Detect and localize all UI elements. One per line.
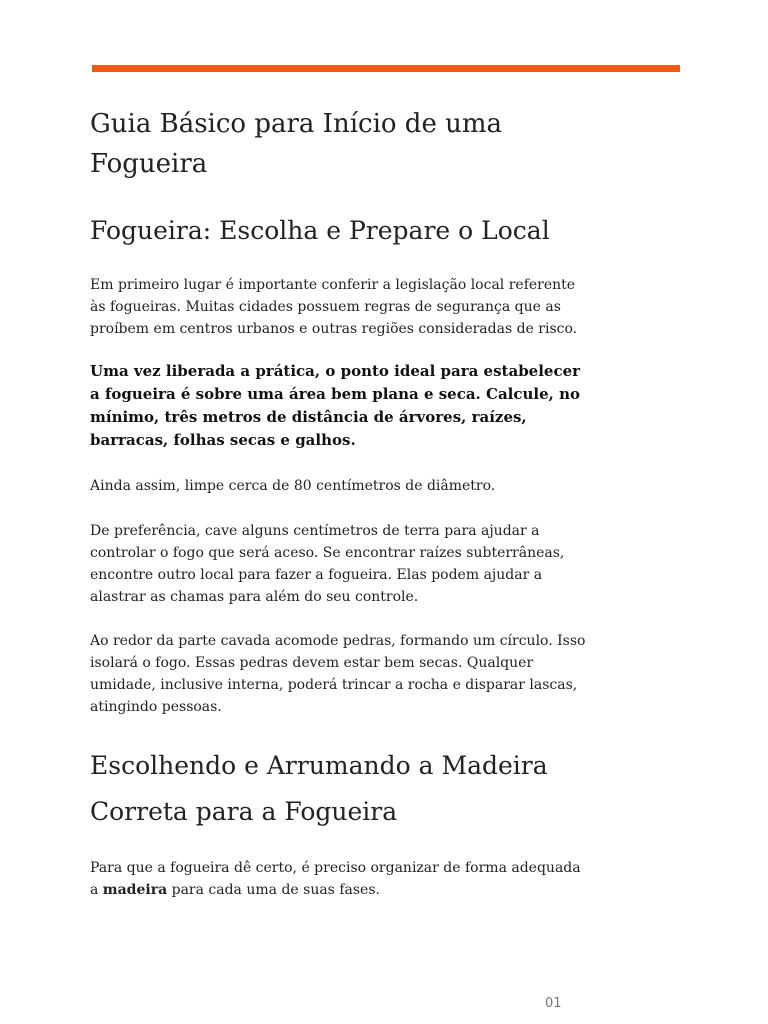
paragraph-wood-intro-text: Para que a fogueira dê certo, é preciso organizar de forma adequada a	[90, 860, 581, 898]
paragraph-dig: De preferência, cave alguns centímetros de terra para ajudar a controlar o fogo que será aceso. Se encontrar raízes subterrâneas, encontre outro local para fazer a fogueira. Elas podem ajudar a alastrar as chamas para além do seu controle.	[90, 523, 565, 605]
paragraph-wood-intro	[90, 857, 590, 901]
document-body	[90, 104, 590, 901]
section-heading-wood: Escolhendo e Arrumando a Madeira Correta para a Fogueira	[90, 751, 548, 826]
paragraph-wood-intro-text-end: para cada uma de suas fases.	[167, 882, 380, 898]
document-title: Guia Básico para Início de uma Fogueira	[90, 109, 503, 179]
paragraph-legislation: Em primeiro lugar é importante conferir a legislação local referente às fogueiras. Muitas cidades possuem regras de segurança que as proíbem em centros urbanos e outras regiões consideradas de risco.	[90, 277, 578, 337]
paragraph-wood-intro-bold: madeira	[102, 882, 168, 898]
section-heading-local: Fogueira: Escolha e Prepare o Local	[90, 216, 550, 245]
header-accent-rule	[92, 65, 680, 72]
page-number: 01	[545, 996, 562, 1011]
paragraph-stones: Ao redor da parte cavada acomode pedras, formando um círculo. Isso isolará o fogo. Essas pedras devem estar bem secas. Qualquer umidade, inclusive interna, poderá trincar a rocha e disparar lascas, atingindo pessoas.	[90, 633, 586, 715]
paragraph-clean-area: Ainda assim, limpe cerca de 80 centímetros de diâmetro.	[90, 478, 496, 494]
paragraph-ideal-spot: Uma vez liberada a prática, o ponto ideal para estabelecer a fogueira é sobre uma área bem plana e seca. Calcule, no mínimo, três metros de distância de árvores, raízes, barracas, folhas secas e galhos.	[90, 362, 581, 449]
